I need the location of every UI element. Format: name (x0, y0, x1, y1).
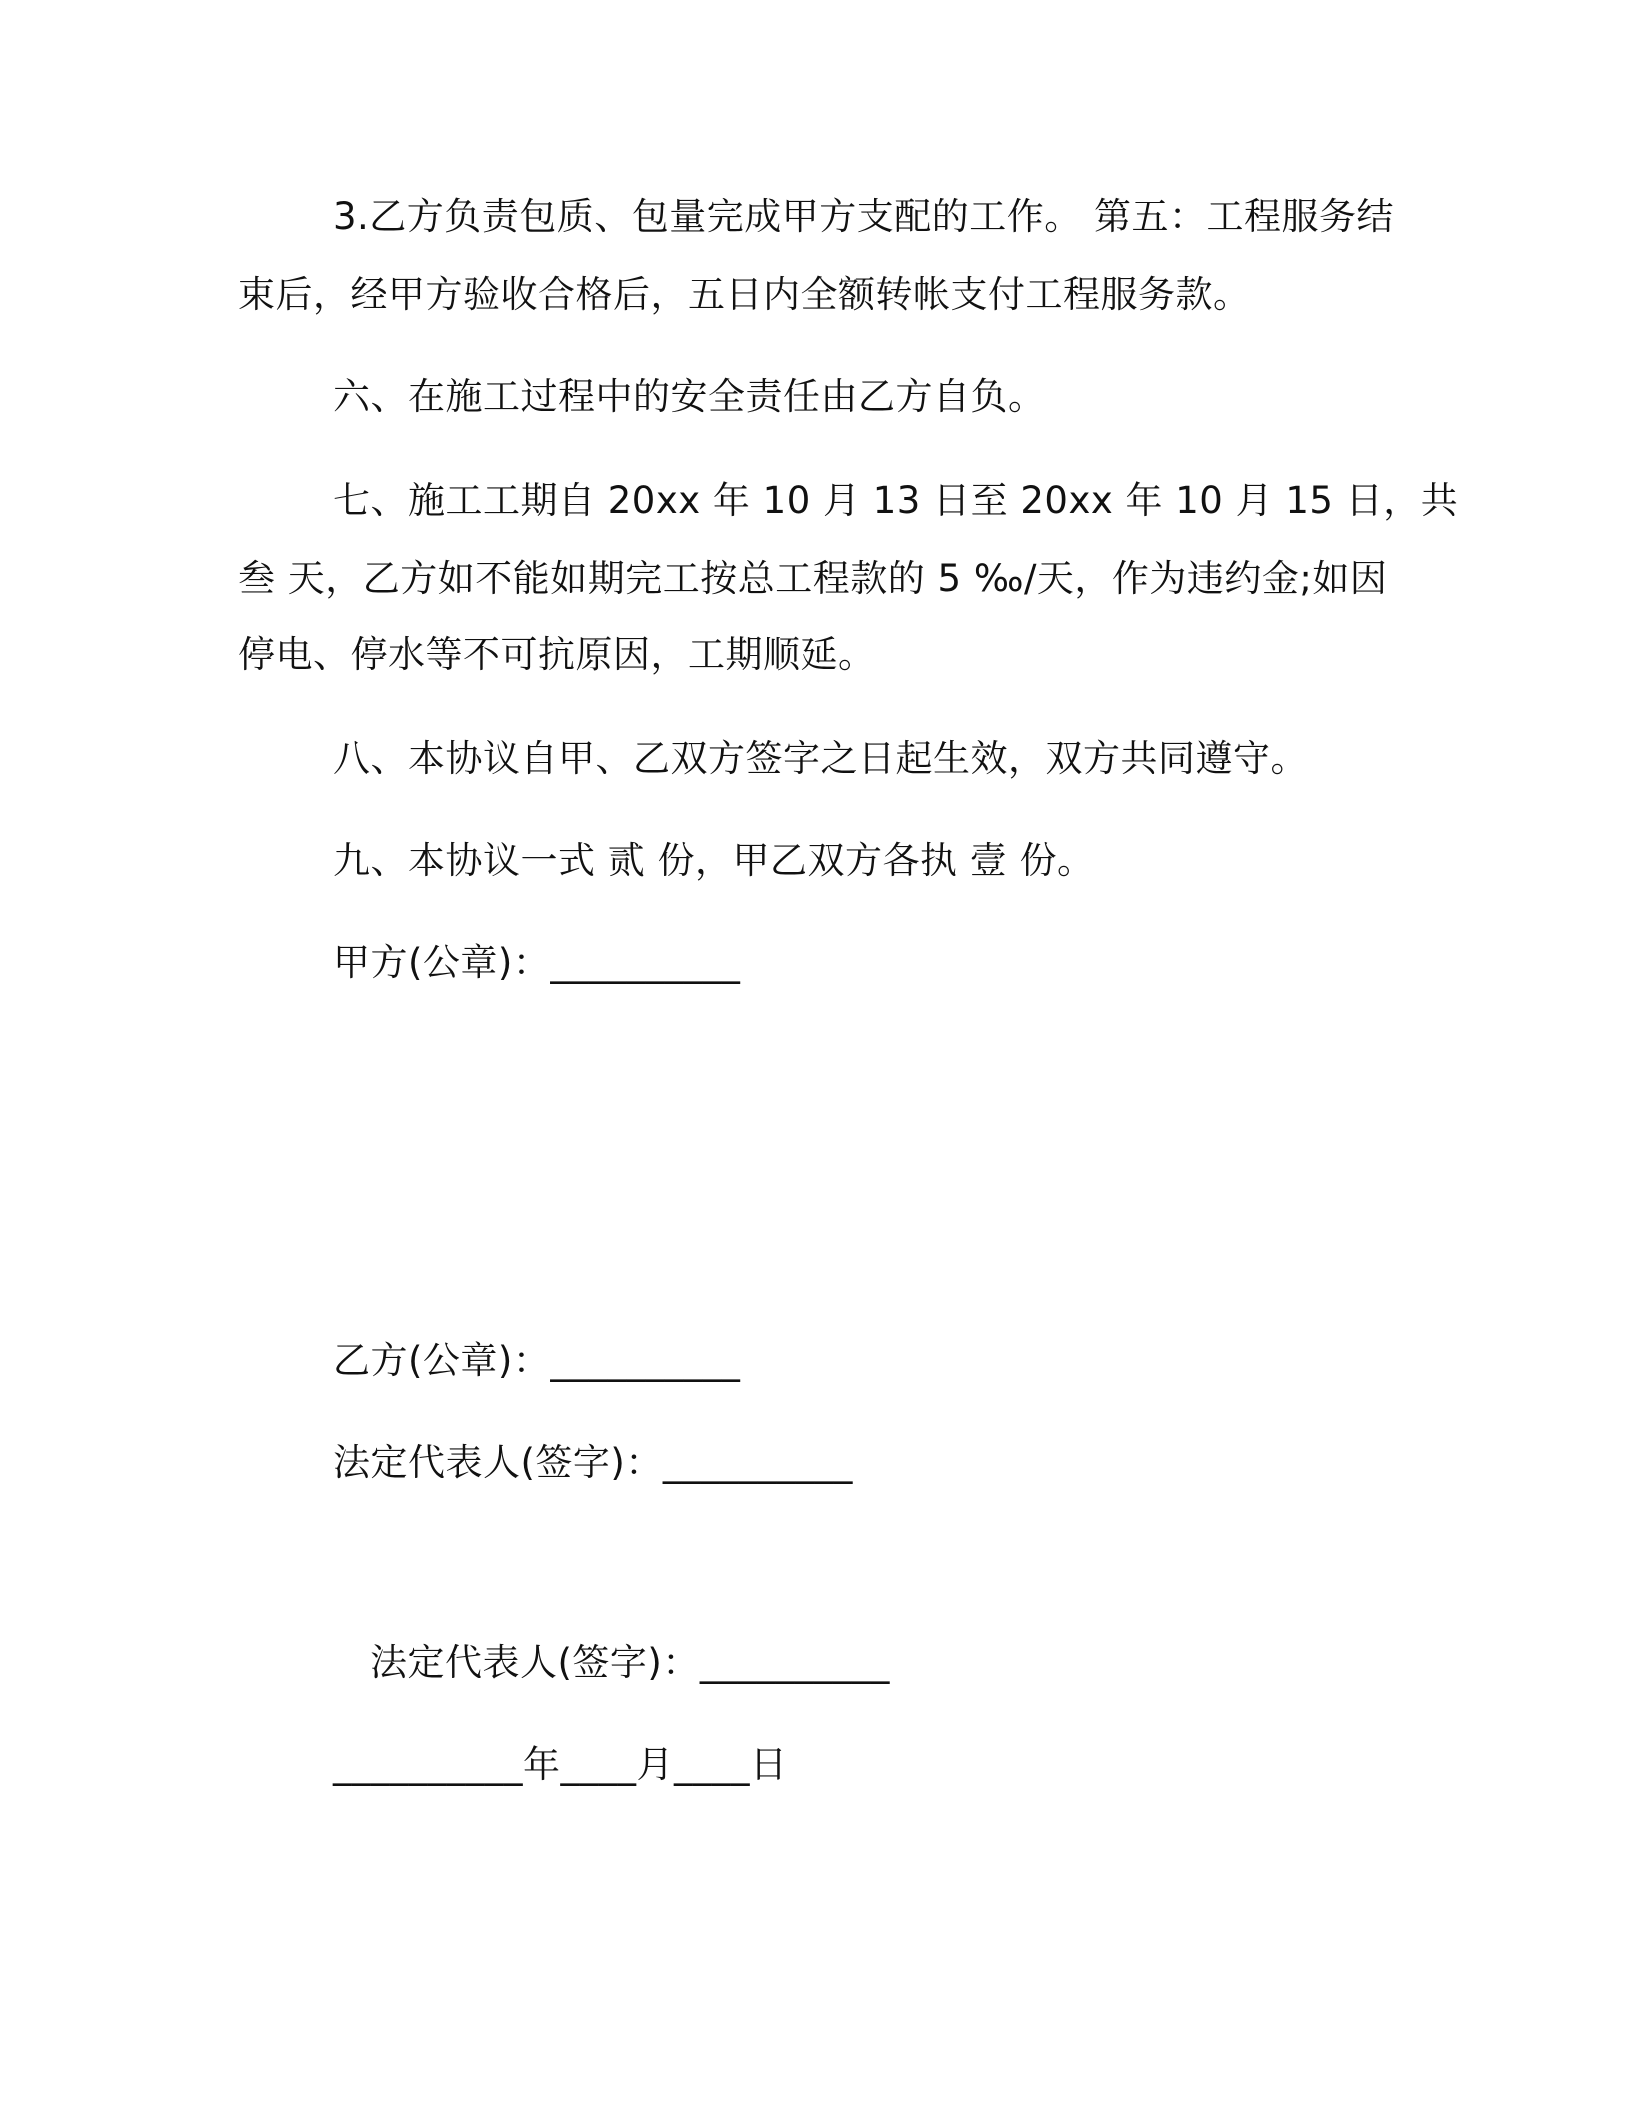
clause-3-line-1: 3.乙方负责包质、包量完成甲方支配的工作。 第五：工程服务结 (333, 195, 1395, 238)
party-a-seal-field: 甲方(公章)：__________ (333, 941, 741, 984)
party-b-seal-field: 乙方(公章)：__________ (333, 1339, 741, 1382)
clause-8: 八、本协议自甲、乙双方签字之日起生效，双方共同遵守。 (333, 737, 1308, 780)
date-field: __________年____月____日 (333, 1743, 788, 1786)
legal-representative-signature-field: 法定代表人(签字)：__________ (333, 1441, 853, 1484)
clause-9: 九、本协议一式 贰 份，甲乙双方各执 壹 份。 (333, 839, 1095, 882)
legal-representative-signature-field-2: 法定代表人(签字)：__________ (370, 1641, 890, 1684)
clause-6: 六、在施工过程中的安全责任由乙方自负。 (333, 375, 1046, 418)
clause-7-line-2: 叁 天，乙方如不能如期完工按总工程款的 5 ‰/天，作为违约金;如因 (238, 557, 1388, 600)
clause-7-line-3: 停电、停水等不可抗原因，工期顺延。 (238, 633, 876, 676)
clause-7-line-1: 七、施工工期自 20xx 年 10 月 13 日至 20xx 年 10 月 15 日，共 (333, 479, 1459, 522)
clause-3-line-2: 束后，经甲方验收合格后，五日内全额转帐支付工程服务款。 (238, 273, 1251, 316)
